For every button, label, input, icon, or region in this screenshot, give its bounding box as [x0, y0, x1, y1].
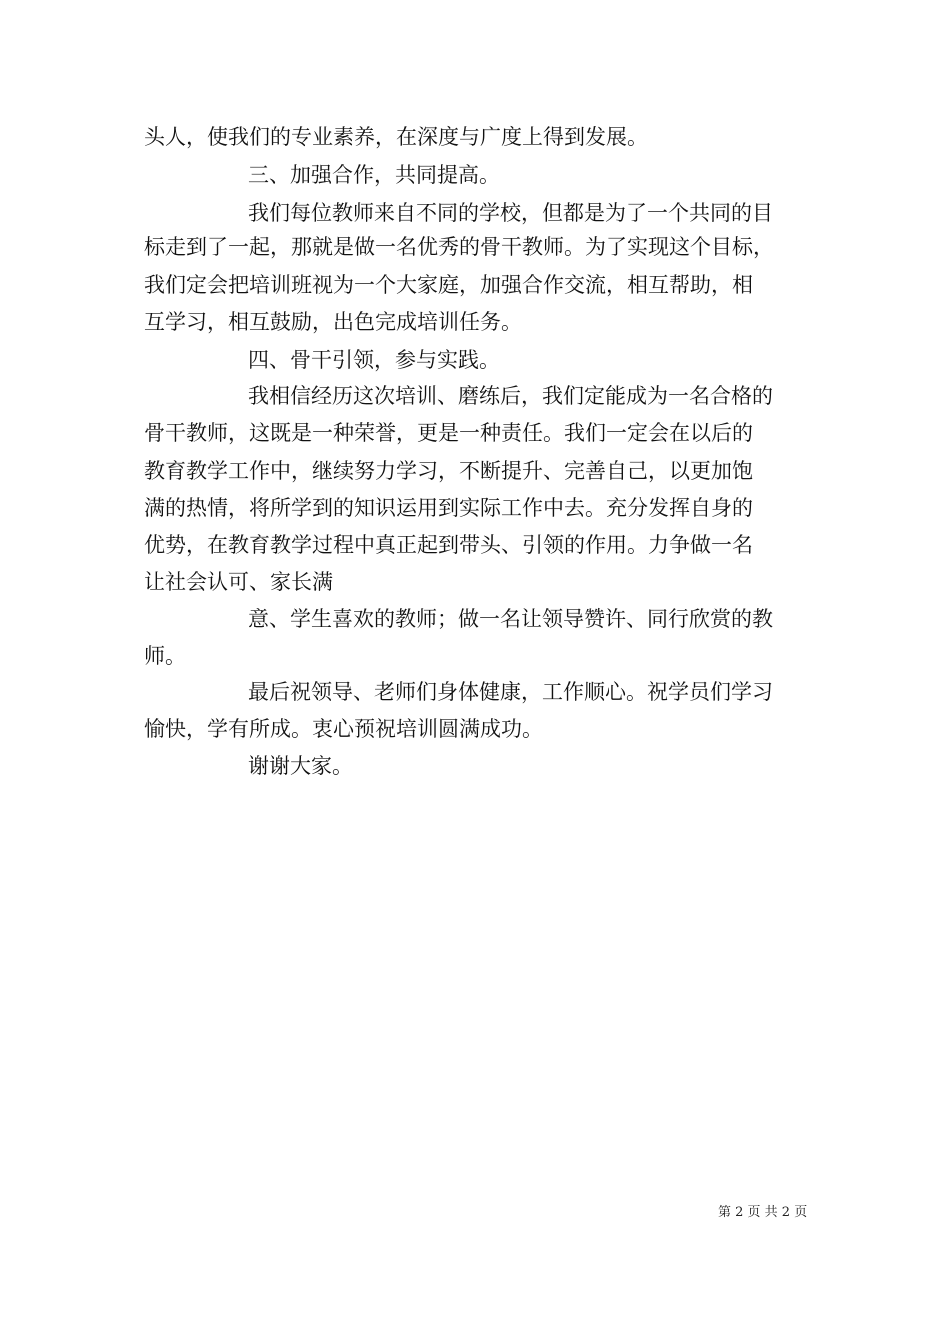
- text-line-6: 互学习，相互鼓励，出色完成培训任务。: [144, 310, 522, 334]
- text-line-13: 让社会认可、家长满: [144, 570, 333, 594]
- text-line-15: 师。: [144, 644, 186, 668]
- text-line-12: 优势，在教育教学过程中真正起到带头、引领的作用。力争做一名: [144, 533, 753, 557]
- text-line-11: 满的热情，将所学到的知识运用到实际工作中去。充分发挥自身的: [144, 496, 753, 520]
- closing-line: 谢谢大家。: [248, 754, 353, 778]
- text-line-3: 我们每位教师来自不同的学校，但都是为了一个共同的目: [248, 201, 773, 225]
- page-number: 第 2 页 共 2 页: [718, 1205, 808, 1220]
- text-line-10: 教育教学工作中，继续努力学习，不断提升、完善自己，以更加饱: [144, 459, 753, 483]
- text-line-5: 我们定会把培训班视为一个大家庭，加强合作交流，相互帮助，相: [144, 273, 753, 297]
- text-line-8: 我相信经历这次培训、磨练后，我们定能成为一名合格的: [248, 384, 773, 408]
- section-heading-3: 三、加强合作，共同提高。: [248, 163, 500, 187]
- text-line-14: 意、学生喜欢的教师；做一名让领导赞许、同行欣赏的教: [248, 607, 773, 631]
- text-line-1: 头人，使我们的专业素养，在深度与广度上得到发展。: [144, 125, 648, 149]
- section-heading-4: 四、骨干引领，参与实践。: [248, 348, 500, 372]
- text-line-17: 愉快，学有所成。衷心预祝培训圆满成功。: [144, 717, 543, 741]
- text-line-4: 标走到了一起，那就是做一名优秀的骨干教师。为了实现这个目标，: [144, 235, 774, 259]
- text-line-9: 骨干教师，这既是一种荣誉，更是一种责任。我们一定会在以后的: [144, 421, 753, 445]
- text-line-16: 最后祝领导、老师们身体健康，工作顺心。祝学员们学习: [248, 680, 773, 704]
